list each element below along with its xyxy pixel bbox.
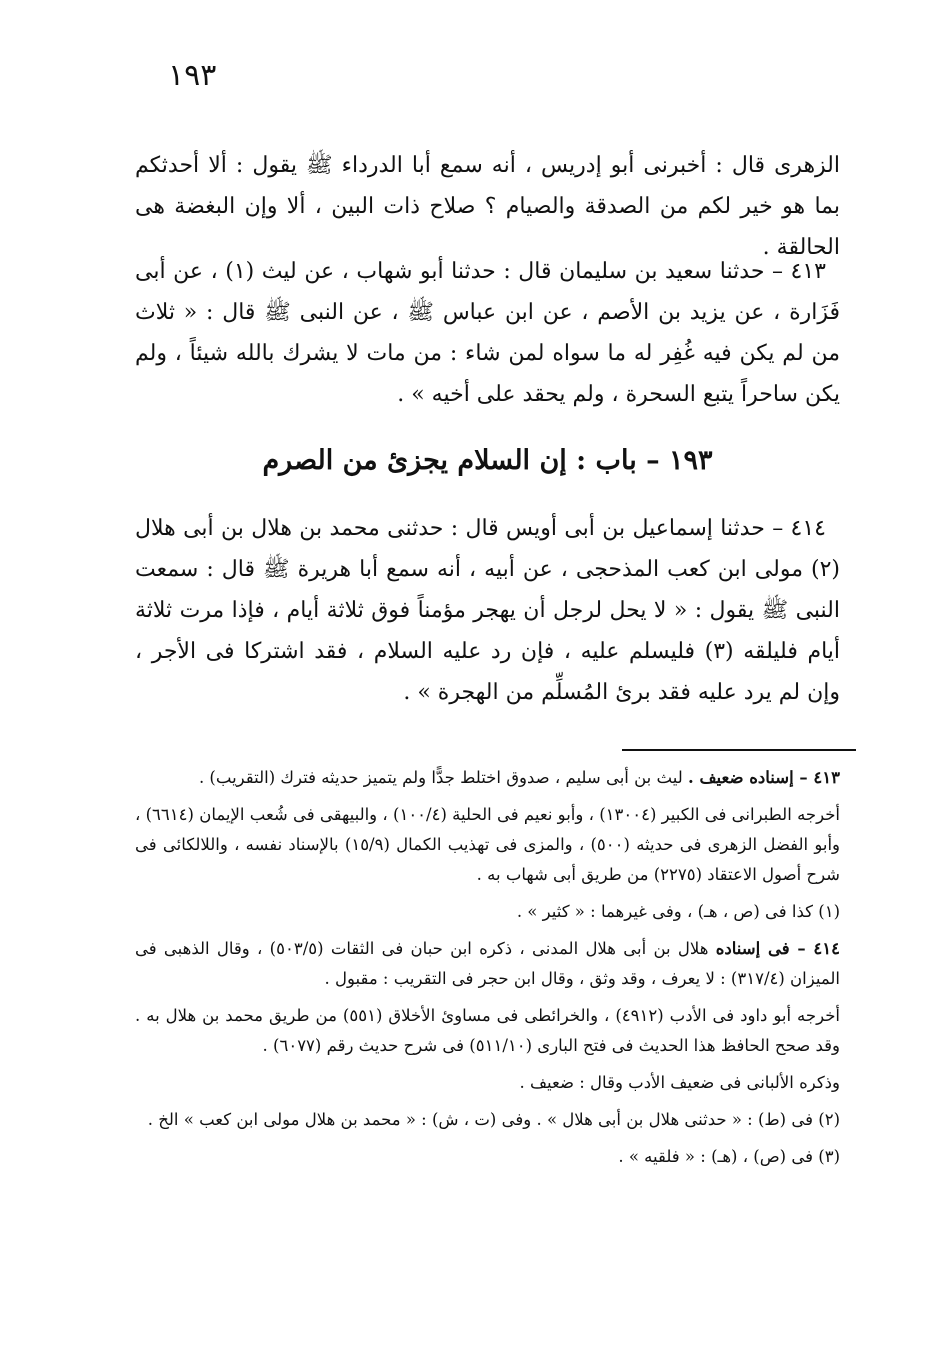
note-414-takhrij: أخرجه أبو داود فى الأدب (٤٩١٢) ، والخرائطى فى مساوئ الأخلاق (٥٥١) من طريق محمد بن هلال به . وقد صحح الحافظ هذا الحديث فى فتح البارى (٥١١/١٠) فى شرح حديث رقم (٦٠٧٧) . [135, 1006, 840, 1055]
page-number: ١٩٣ [168, 58, 217, 93]
chapter-heading: ١٩٣ – باب : إن السلام يجزئ من الصرم [262, 445, 713, 476]
footnote-2: (٢) فى (ط) : « حدثنى هلال بن أبى هلال » . وفى (ت ، ش) : « محمد بن هلال مولى ابن كعب » الخ . [147, 1110, 840, 1129]
hadith-414-paragraph: ٤١٤ – حدثنا إسماعيل بن أبى أويس قال : حدثنى محمد بن هلال بن أبى هلال (٢) مولى ابن كعب المذحجى ، عن أبيه ، أنه سمع أبا هريرة ﷺ قال : سمعت النبى ﷺ يقول : « لا يحل لرجل أن يهجر مؤمناً فوق ثلاثة أيام ، فإذا مرت ثلاثة أيام فليلقه (٣) فليسلم عليه ، فإن رد عليه السلام ، فقد اشتركا فى الأجر ، وإن لم يرد عليه فقد برئ المُسلِّم من الهجرة » . [135, 516, 841, 705]
note-414 [135, 934, 840, 994]
hadith-continuation-paragraph: الزهرى قال : أخبرنى أبو إدريس ، أنه سمع أبا الدرداء ﷺ يقول : ألا أحدثكم بما هو خير لكم من الصدقة والصيام ؟ صلاح ذات البين ، ألا وإن البغضة هى الحالقة . [135, 153, 840, 260]
hadith-413 [135, 251, 840, 415]
note-414-albani: وذكره الألبانى فى ضعيف الأدب وقال : ضعيف . [519, 1073, 840, 1092]
note-413-takhrij: أخرجه الطبرانى فى الكبير (١٣٠٠٤) ، وأبو نعيم فى الحلية (١٠٠/٤) ، والبيهقى فى شُعب الإيمان (٦٦١٤) ، وأبو الفضل الزهرى فى حديثه (٥٠٠) ، والمزى فى تهذيب الكمال (١٥/٩) بالإسناد نفسه ، واللالكائى فى شرح أصول الاعتقاد (٢٢٧٥) من طريق أبى شهاب به . [135, 805, 841, 884]
note-413-lead: ٤١٣ – إسناده ضعيف . [687, 768, 840, 787]
note-414-text: هلال بن أبى هلال المدنى ، ذكره ابن حبان فى الثقات (٥٠٣/٥) ، وقال الذهبى فى الميزان (٣١٧/٤) : لا يعرف ، وقد وثق ، وقال ابن حجر فى التقريب : مقبول . [135, 939, 840, 988]
hadith-413-paragraph: ٤١٣ – حدثنا سعيد بن سليمان قال : حدثنا أبو شهاب ، عن ليث (١) ، عن أبى فَزَارة ، عن يزيد بن الأصم ، عن ابن عباس ﷺ ، عن النبى ﷺ قال : « ثلاث من لم يكن فيه غُفِر له ما سواه لمن شاء : من مات لا يشرك بالله شيئاً ، ولم يكن ساحراً يتبع السحرة ، ولم يحقد على أخيه » . [135, 259, 840, 407]
note-413-text: ليث بن أبى سليم ، صدوق اختلط جدًّا ولم يتميز حديثه فترك (التقريب) . [198, 768, 683, 787]
footnote-1: (١) كذا فى (ص ، هـ) ، وفى غيرهما : « كثير » . [516, 902, 840, 921]
note-414-lead: ٤١٤ – فى إسناده [715, 939, 840, 958]
note-413 [135, 763, 840, 793]
footnote-3: (٣) فى (ص) ، (هـ) : « فلقيه » . [618, 1147, 840, 1166]
footnote-divider [622, 749, 856, 751]
main-text-continuation [135, 145, 840, 268]
footnotes-section [135, 763, 840, 1179]
hadith-414 [135, 508, 840, 713]
